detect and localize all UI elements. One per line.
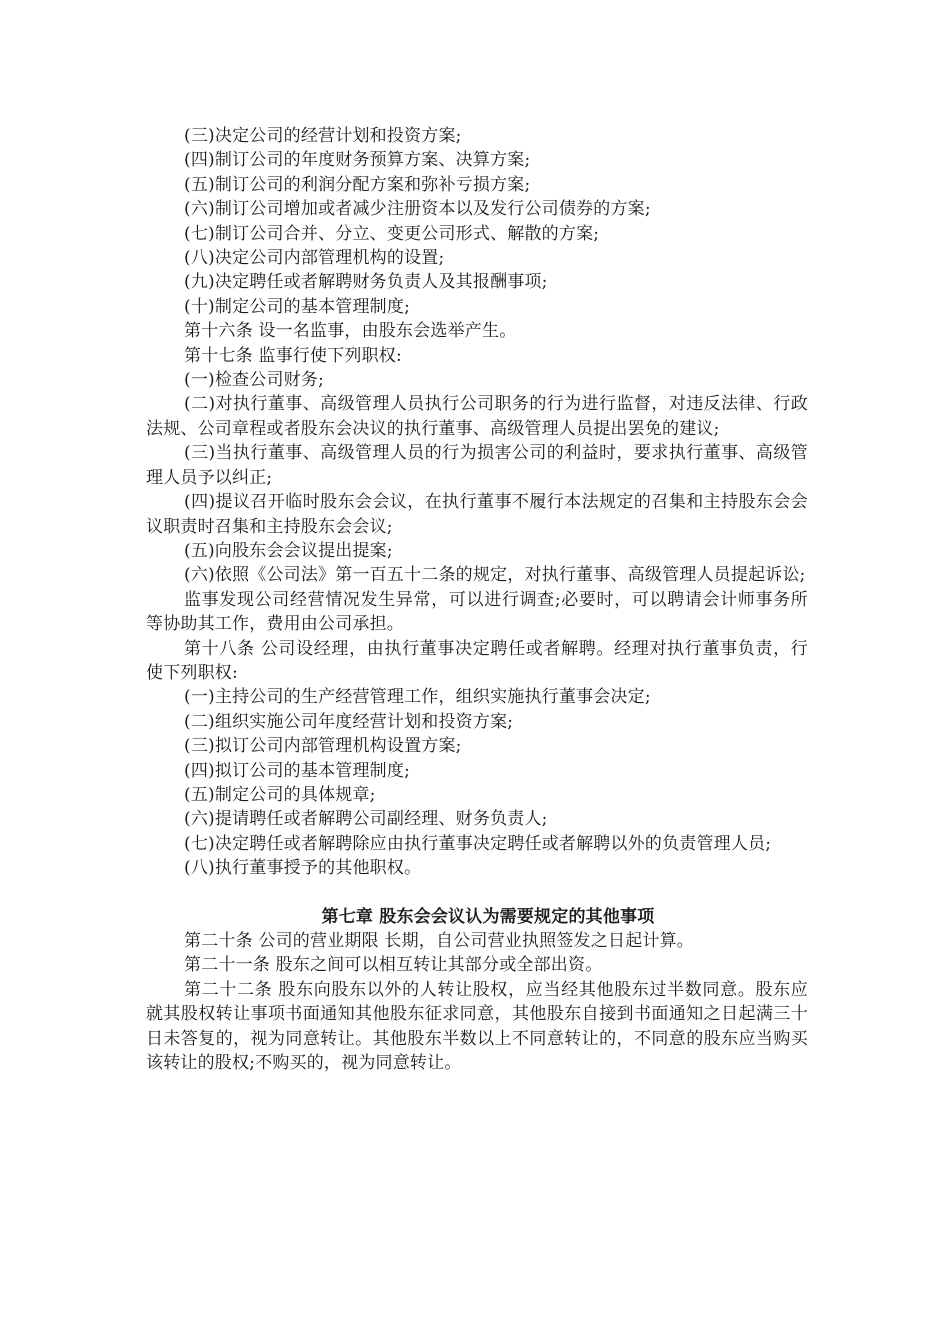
paragraph: (三)拟订公司内部管理机构设置方案; xyxy=(184,736,462,757)
paragraph: 第十七条 监事行使下列职权: xyxy=(184,345,402,366)
paragraph: (七)制订公司合并、分立、变更公司形式、解散的方案; xyxy=(184,223,600,244)
paragraph: (六)依照《公司法》第一百五十二条的规定，对执行董事、高级管理人员提起诉讼; xyxy=(184,565,806,586)
paragraph: (五)制订公司的利润分配方案和弥补亏损方案; xyxy=(184,174,531,195)
paragraph: (七)决定聘任或者解聘除应由执行董事决定聘任或者解聘以外的负责管理人员; xyxy=(184,833,772,854)
paragraph: (四)拟订公司的基本管理制度; xyxy=(184,760,410,781)
paragraph: (四)提议召开临时股东会会议，在执行董事不履行本法规定的召集和主持股东会会议职责时召集和主持股东会会议; xyxy=(146,492,808,537)
articles-section-a xyxy=(146,124,808,881)
paragraph: 第二十二条 股东向股东以外的人转让股权，应当经其他股东过半数同意。股东应就其股权转让事项书面通知其他股东征求同意，其他股东自接到书面通知之日起满三十日未答复的，视为同意转让。其他股东半数以上不同意转让的，不同意的股东应当购买该转让的股权;不购买的，视为同意转让。 xyxy=(146,979,808,1074)
paragraph: 第十八条 公司设经理，由执行董事决定聘任或者解聘。经理对执行董事负责，行使下列职权: xyxy=(146,638,808,683)
paragraph: (六)制订公司增加或者减少注册资本以及发行公司债券的方案; xyxy=(184,199,651,220)
paragraph: (六)提请聘任或者解聘公司副经理、财务负责人; xyxy=(184,809,548,830)
paragraph: (八)决定公司内部管理机构的设置; xyxy=(184,248,445,269)
paragraph: (八)执行董事授予的其他职权。 xyxy=(184,858,422,879)
paragraph: (四)制订公司的年度财务预算方案、决算方案; xyxy=(184,150,531,171)
paragraph: (五)制定公司的具体规章; xyxy=(184,784,376,805)
paragraph: (三)当执行董事、高级管理人员的行为损害公司的利益时，要求执行董事、高级管理人员予以纠正; xyxy=(146,443,808,488)
paragraph: (九)决定聘任或者解聘财务负责人及其报酬事项; xyxy=(184,272,548,293)
paragraph: (十)制定公司的基本管理制度; xyxy=(184,296,410,317)
paragraph: (一)主持公司的生产经营管理工作，组织实施执行董事会决定; xyxy=(184,687,651,708)
paragraph: 监事发现公司经营情况发生异常，可以进行调查;必要时，可以聘请会计师事务所等协助其工作，费用由公司承担。 xyxy=(146,589,808,635)
paragraph: (一)检查公司财务; xyxy=(184,370,324,391)
paragraph: (二)对执行董事、高级管理人员执行公司职务的行为进行监督，对违反法律、行政法规、公司章程或者股东会决议的执行董事、高级管理人员提出罢免的建议; xyxy=(146,394,808,439)
paragraph: 第二十一条 股东之间可以相互转让其部分或全部出资。 xyxy=(184,955,603,976)
document-page xyxy=(146,124,808,1075)
paragraph: (三)决定公司的经营计划和投资方案; xyxy=(184,126,462,146)
paragraph: 第二十条 公司的营业期限 长期，自公司营业执照签发之日起计算。 xyxy=(184,931,695,951)
paragraph: 第十六条 设一名监事，由股东会选举产生。 xyxy=(184,321,517,342)
articles-section-b xyxy=(146,929,808,1075)
paragraph: (二)组织实施公司年度经营计划和投资方案; xyxy=(184,711,514,732)
paragraph: (五)向股东会会议提出提案; xyxy=(184,540,393,561)
chapter-title: 第七章 股东会会议认为需要规定的其他事项 xyxy=(321,906,655,927)
